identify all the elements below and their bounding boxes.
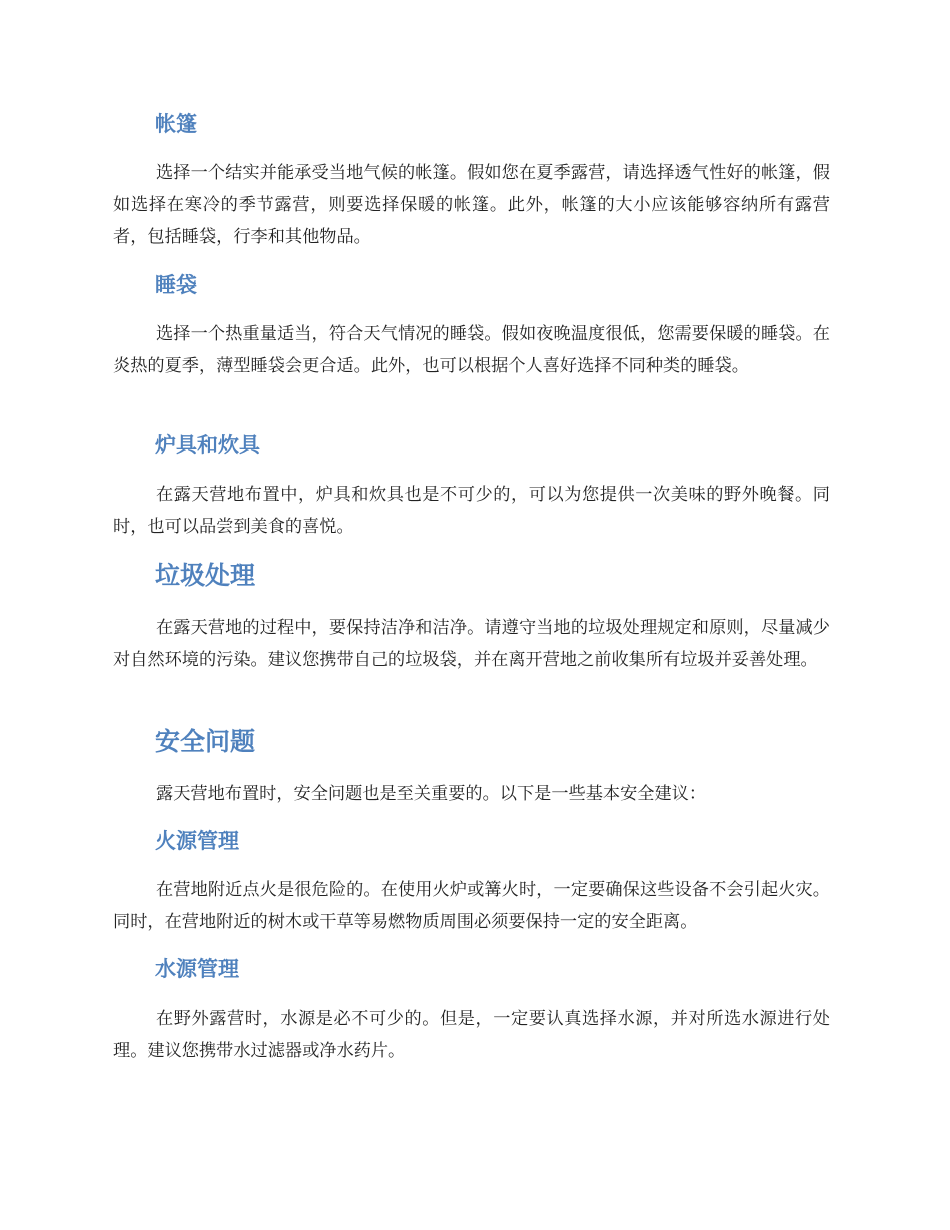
paragraph-water: 在野外露营时，水源是必不可少的。但是，一定要认真选择水源，并对所选水源进行处理。建议您携带水过滤器或净水药片。 — [113, 1009, 830, 1061]
heading-tent: 帐篷 — [155, 112, 197, 136]
heading-garbage: 垃圾处理 — [155, 561, 256, 590]
heading-stove-cookware: 炉具和炊具 — [155, 433, 260, 457]
paragraph-garbage: 在露天营地的过程中，要保持洁净和洁净。请遵守当地的垃圾处理规定和原则，尽量减少对自然环境的污染。建议您携带自己的垃圾袋，并在离开营地之前收集所有垃圾并妥善处理。 — [113, 618, 830, 670]
paragraph-safety: 露天营地布置时，安全问题也是至关重要的。以下是一些基本安全建议： — [156, 784, 707, 804]
paragraph-sleeping-bag: 选择一个热重量适当，符合天气情况的睡袋。假如夜晚温度很低，您需要保暖的睡袋。在炎热的夏季，薄型睡袋会更合适。此外，也可以根据个人喜好选择不同种类的睡袋。 — [113, 324, 830, 376]
paragraph-tent: 选择一个结实并能承受当地气候的帐篷。假如您在夏季露营，请选择透气性好的帐篷，假如选择在寒冷的季节露营，则要选择保暖的帐篷。此外，帐篷的大小应该能够容纳所有露营者，包括睡袋，行李和其他物品。 — [113, 163, 830, 247]
heading-fire: 火源管理 — [155, 829, 239, 853]
heading-water: 水源管理 — [155, 957, 239, 981]
paragraph-fire: 在营地附近点火是很危险的。在使用火炉或篝火时，一定要确保这些设备不会引起火灾。同时，在营地附近的树木或干草等易燃物质周围必须要保持一定的安全距离。 — [113, 880, 830, 932]
paragraph-stove-cookware: 在露天营地布置中，炉具和炊具也是不可少的，可以为您提供一次美味的野外晚餐。同时，也可以品尝到美食的喜悦。 — [113, 485, 830, 537]
heading-sleeping-bag: 睡袋 — [155, 273, 197, 297]
heading-safety: 安全问题 — [155, 727, 256, 756]
